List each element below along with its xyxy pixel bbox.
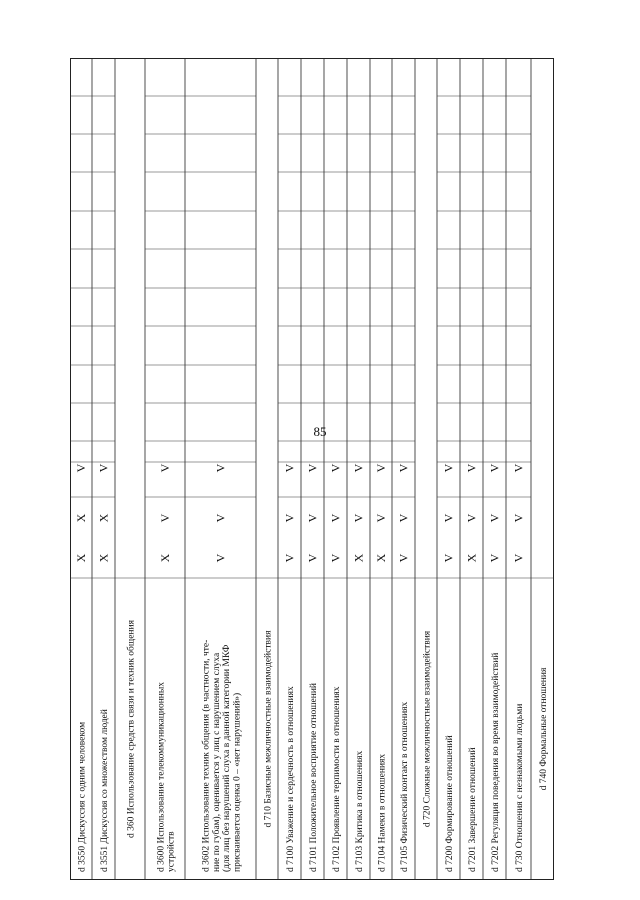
row-label: d 7103 Критика в отношениях xyxy=(355,750,365,872)
mark-cell: V xyxy=(487,463,502,473)
mark-cell: V xyxy=(305,513,320,523)
mark-cell: V xyxy=(511,513,526,523)
mark-cell: X xyxy=(74,513,88,523)
mark-cell: V xyxy=(213,463,228,473)
row-label: d 7104 Намеки в отношениях xyxy=(377,753,388,872)
row-label: d 3600 Использование телекоммуникационных xyxy=(156,681,167,872)
row-label: d 720 Сложные межличностные взаимодействия xyxy=(422,630,433,828)
row-label: присваивается оценка 0 – «нет нарушений») xyxy=(232,692,243,872)
mark-cell: V xyxy=(511,553,526,563)
table-row xyxy=(488,463,502,872)
row-label: d 7200 Формирование отношений xyxy=(445,735,455,872)
mark-cell: V xyxy=(487,513,502,523)
mark-cell: V xyxy=(328,553,343,563)
row-label: d 710 Базисные межличностные взаимодействия xyxy=(263,630,274,828)
mark-cell: V xyxy=(351,463,366,473)
mark-cell: V xyxy=(374,513,388,523)
table-row xyxy=(74,463,88,872)
section-row xyxy=(539,667,549,790)
section-row xyxy=(422,630,433,827)
row-label: d 730 Отношения с незнакомыми людьми xyxy=(515,703,525,872)
mark-cell: V xyxy=(305,553,320,563)
row-label: d 7201 Завершение отношений xyxy=(468,747,478,872)
table-row xyxy=(352,463,366,872)
table-row xyxy=(512,463,526,872)
row-label: d 3602 Использование техник общения (в частности, чте- xyxy=(201,639,212,872)
row-label: ние по губам), оценивается у лиц с нарушением слуха xyxy=(211,652,222,872)
section-row xyxy=(263,630,274,828)
table-row xyxy=(465,463,479,872)
mark-cell: V xyxy=(328,513,343,523)
mark-cell: X xyxy=(74,553,88,563)
table-row xyxy=(283,463,297,872)
table-row xyxy=(156,463,176,872)
mark-cell: V xyxy=(396,463,411,473)
table-row xyxy=(306,463,320,872)
mark-cell: X xyxy=(374,553,388,563)
row-label: устройств xyxy=(166,831,177,872)
mark-cell: V xyxy=(351,513,366,523)
mark-cell: V xyxy=(328,463,343,473)
mark-cell: V xyxy=(305,463,320,473)
mark-cell: V xyxy=(396,553,411,563)
table-row xyxy=(397,463,411,872)
mark-cell: V xyxy=(464,513,479,523)
mark-cell: V xyxy=(74,463,88,473)
row-label: d 7102 Проявление терпимости в отношениях xyxy=(332,686,342,872)
mark-cell: X xyxy=(464,553,479,563)
row-label: d 360 Использование средств связи и техник общения xyxy=(126,620,137,838)
mark-cell: V xyxy=(464,463,479,473)
mark-cell: X xyxy=(351,553,366,563)
mark-cell: V xyxy=(374,463,388,473)
table-row xyxy=(329,463,343,872)
mark-cell: V xyxy=(158,513,172,523)
mark-cell: V xyxy=(441,513,456,523)
mark-cell: V xyxy=(441,463,456,473)
mark-cell: V xyxy=(282,513,297,523)
row-label: d 3550 Дискуссия с одним человеком xyxy=(77,721,88,872)
table-row xyxy=(201,463,243,872)
row-label: (для лиц без нарушений слуха в данной категории МКФ xyxy=(222,644,233,872)
row-label: d 7202 Регуляция поведения во время взаимодействий xyxy=(491,652,501,872)
mark-cell: V xyxy=(213,553,228,563)
row-label: d 740 Формальные отношения xyxy=(539,667,549,791)
row-label: d 7101 Положительное восприятие отношений xyxy=(309,682,319,872)
mark-cell: V xyxy=(487,553,502,563)
row-label: d 7100 Уважение и сердечность в отношениях xyxy=(286,686,296,872)
mark-cell: V xyxy=(282,463,297,473)
mark-cell: V xyxy=(158,463,172,473)
mark-cell: V xyxy=(511,463,526,473)
table-grid xyxy=(70,58,554,880)
mark-cell: X xyxy=(96,553,111,563)
mark-cell: X xyxy=(96,513,111,523)
row-label: d 7105 Физический контакт в отношениях xyxy=(400,701,410,872)
mark-cell: X xyxy=(158,553,172,563)
mark-cell: V xyxy=(96,463,111,473)
table-row xyxy=(97,463,111,872)
mark-cell: V xyxy=(282,553,297,563)
mark-cell: V xyxy=(213,513,228,523)
mark-cell: V xyxy=(441,553,456,563)
rotated-assessment-table xyxy=(70,58,554,880)
mark-cell: V xyxy=(396,513,411,523)
row-label: d 3551 Дискуссия со множеством людей xyxy=(100,709,110,872)
table-row xyxy=(442,463,456,872)
page-number: 85 xyxy=(313,424,327,439)
table-row xyxy=(374,463,388,872)
section-row xyxy=(126,619,137,838)
